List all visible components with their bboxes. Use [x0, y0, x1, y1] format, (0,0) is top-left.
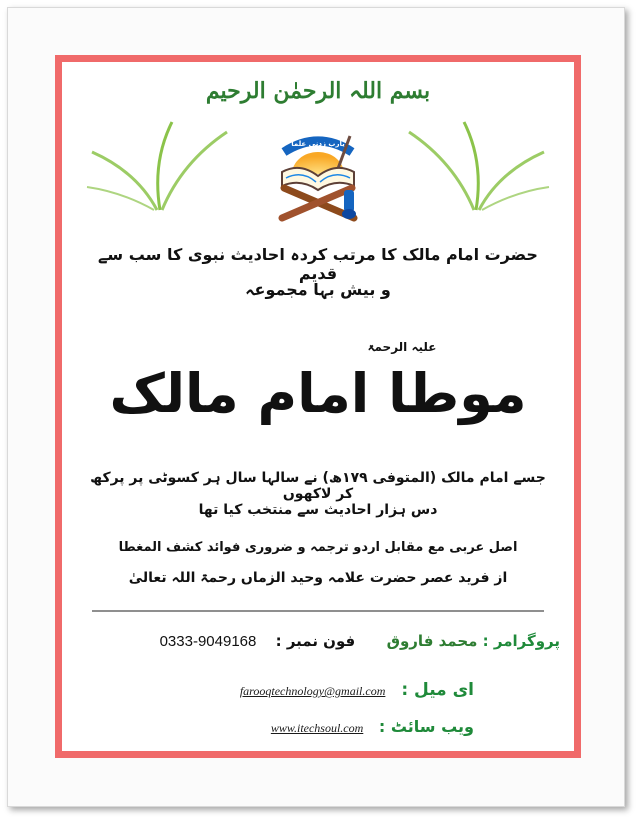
bismillah-heading: بسم اللہ الرحمٰن الرحیم: [205, 78, 431, 104]
logo-banner-text: یارب زدنی علما: [291, 140, 345, 148]
quran-logo-icon: [262, 122, 374, 222]
subtitle-line-1: حضرت امام مالک کا مرتب کردہ احادیث نبوی کا سب سے قدیم: [98, 245, 538, 283]
website-label: ویب سائٹ :: [378, 717, 474, 736]
grass-left-icon: [82, 112, 232, 212]
programmer-label: پروگرامر :: [482, 632, 560, 650]
phone-number: 0333-9049168: [159, 633, 257, 650]
book-title: موطا امام مالک: [109, 362, 527, 425]
section-divider: [92, 610, 544, 612]
title-page-border: [55, 55, 581, 758]
quran-stand-logo: [262, 122, 374, 222]
subtitle-line-2: و بیش بہا مجموعہ: [245, 280, 391, 299]
description-line-4: از فرید عصر حضرت علامہ وحید الزماں رحمۃ اللہ تعالیٰ: [128, 570, 508, 586]
phone-label: فون نمبر :: [275, 632, 356, 650]
programmer-row: [160, 632, 560, 650]
email-label: ای میل :: [401, 680, 474, 700]
description-line-2: دس ہزار احادیث سے منتخب کیا تھا: [198, 502, 438, 518]
email-row: [240, 680, 474, 700]
description-line-3: اصل عربی مع مقابل اردو ترجمہ و ضروری فوائد کشف المغطا: [118, 540, 518, 555]
description-line-1: جسے امام مالک (المتوفی ۱۷۹ھ) نے سالہا سال ہر کسوٹی پر پرکھ کر لاکھوں: [90, 470, 546, 502]
website-row: [271, 717, 474, 736]
website-link[interactable]: www.itechsoul.com: [270, 721, 364, 735]
email-link[interactable]: farooqtechnology@gmail.com: [239, 684, 386, 698]
programmer-name: محمد فاروق: [386, 632, 478, 650]
honorific-text: علیہ الرحمۃ: [367, 340, 437, 354]
grass-right-icon: [404, 112, 554, 212]
